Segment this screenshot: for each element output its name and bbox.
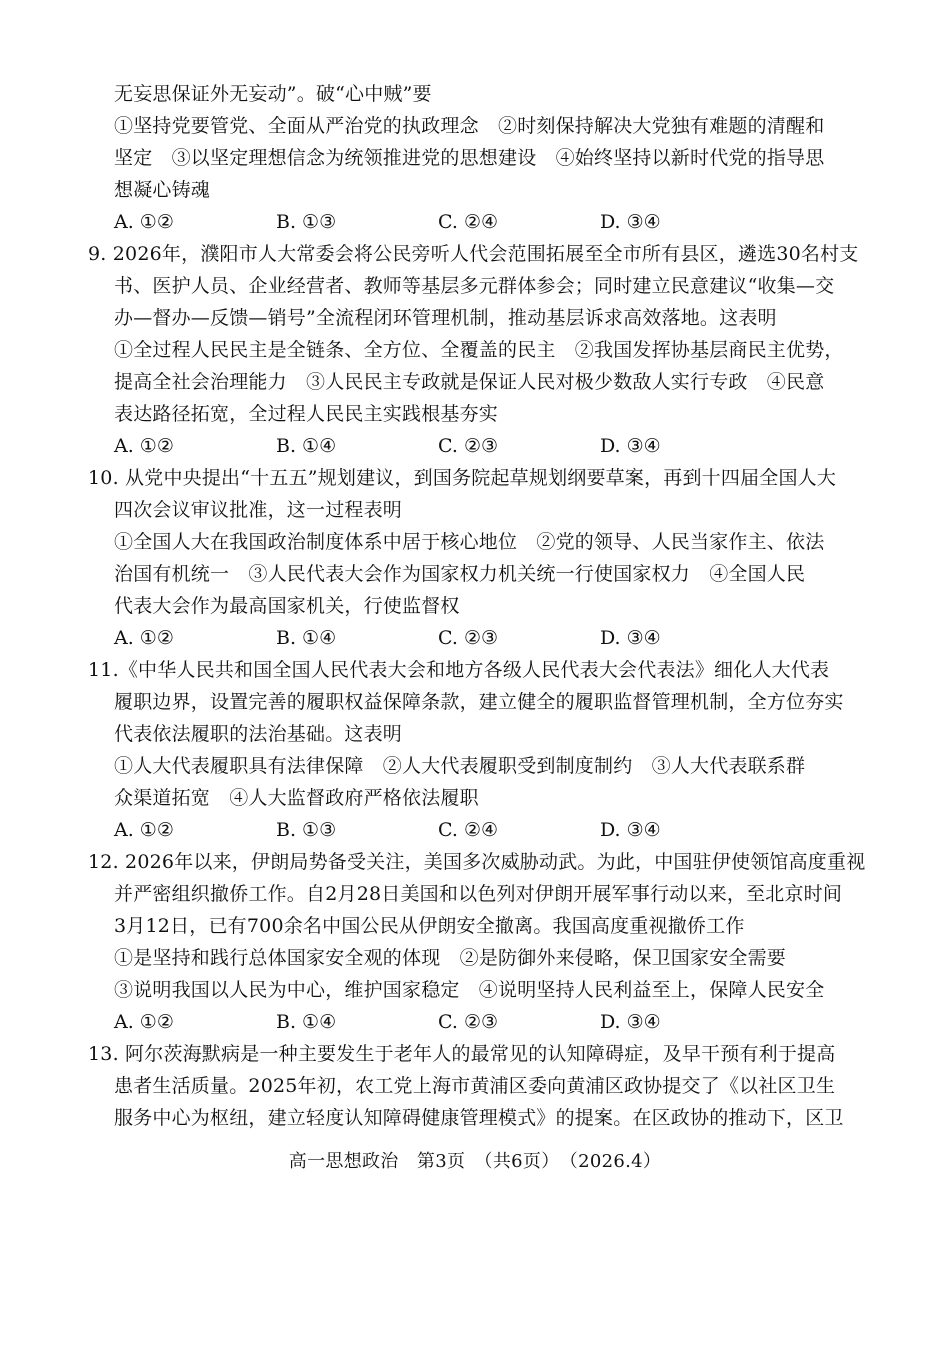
stem-line: 办—督办—反馈—销号”全流程闭环管理机制，推动基层诉求高效落地。这表明 xyxy=(114,307,777,329)
answer-options xyxy=(88,622,828,654)
option-d[interactable]: D. ③④ xyxy=(600,435,661,457)
stem-line: 代表依法履职的法治基础。这表明 xyxy=(114,723,403,745)
option-a[interactable]: A. ①② xyxy=(114,435,174,457)
page-content xyxy=(88,78,866,1134)
option-b[interactable]: B. ①③ xyxy=(276,211,337,233)
answer-options xyxy=(88,1006,828,1038)
stem-line: 履职边界，设置完善的履职权益保障条款，建立健全的履职监督管理机制，全方位夯实 xyxy=(114,691,844,713)
stem-line: 患者生活质量。2025年初，农工党上海市黄浦区委向黄浦区政协提交了《以社区卫生 xyxy=(114,1075,836,1097)
statement-line: 代表大会作为最高国家机关，行使监督权 xyxy=(114,595,460,617)
statement-line: 表达路径拓宽，全过程人民民主实践根基夯实 xyxy=(114,403,499,425)
question-13 xyxy=(88,1038,844,1134)
option-b[interactable]: B. ①④ xyxy=(276,435,337,457)
option-c[interactable]: C. ②④ xyxy=(438,211,499,233)
stem-line: 服务中心为枢纽，建立轻度认知障碍健康管理模式》的提案。在区政协的推动下，区卫 xyxy=(114,1107,844,1129)
option-a[interactable]: A. ①② xyxy=(114,627,174,649)
statement-line: 想凝心铸魂 xyxy=(114,179,211,201)
option-b[interactable]: B. ①④ xyxy=(276,627,337,649)
option-a[interactable]: A. ①② xyxy=(114,1011,174,1033)
question-11 xyxy=(88,654,844,846)
option-c[interactable]: C. ②③ xyxy=(438,627,499,649)
statement-line: ①全过程人民民主是全链条、全方位、全覆盖的民主 ②我国发挥协基层商民主优势， xyxy=(114,339,844,361)
stem-line: 3月12日，已有700余名中国公民从伊朗安全撤离。我国高度重视撤侨工作 xyxy=(114,915,745,937)
option-a[interactable]: A. ①② xyxy=(114,211,174,233)
option-c[interactable]: C. ②④ xyxy=(438,819,499,841)
answer-options xyxy=(88,814,828,846)
option-d[interactable]: D. ③④ xyxy=(600,627,661,649)
option-d[interactable]: D. ③④ xyxy=(600,211,661,233)
question-12 xyxy=(88,846,866,1038)
option-b[interactable]: B. ①④ xyxy=(276,1011,337,1033)
question-9 xyxy=(88,238,859,462)
question-10 xyxy=(88,462,837,654)
statement-line: 提高全社会治理能力 ③人民民主专政就是保证人民对极少数敌人实行专政 ④民意 xyxy=(114,371,825,393)
stem-line: 11.《中华人民共和国全国人民代表大会和地方各级人民代表大会代表法》细化人大代表 xyxy=(88,659,830,681)
stem-line: 9. 2026年，濮阳市人大常委会将公民旁听人代会范围拓展至全市所有县区，遴选30名村支 xyxy=(88,243,859,265)
stem-line: 无妄思保证外无妄动”。破“心中贼”要 xyxy=(114,83,432,105)
option-c[interactable]: C. ②③ xyxy=(438,1011,499,1033)
stem-line: 12. 2026年以来，伊朗局势备受关注，美国多次威胁动武。为此，中国驻伊使领馆高度重视 xyxy=(88,851,866,873)
option-a[interactable]: A. ①② xyxy=(114,819,174,841)
stem-line: 13. 阿尔茨海默病是一种主要发生于老年人的最常见的认知障碍症，及早干预有利于提高 xyxy=(88,1043,836,1065)
statement-line: ①是坚持和践行总体国家安全观的体现 ②是防御外来侵略，保卫国家安全需要 xyxy=(114,947,787,969)
statement-line: 坚定 ③以坚定理想信念为统领推进党的思想建设 ④始终坚持以新时代党的指导思 xyxy=(114,147,825,169)
question-8-continuation xyxy=(88,78,828,238)
statement-line: ①人大代表履职具有法律保障 ②人大代表履职受到制度制约 ③人大代表联系群 xyxy=(114,755,806,777)
stem-line: 10. 从党中央提出“十五五”规划建议，到国务院起草规划纲要草案，再到十四届全国人大 xyxy=(88,467,837,489)
option-d[interactable]: D. ③④ xyxy=(600,1011,661,1033)
stem-line: 并严密组织撤侨工作。自2月28日美国和以色列对伊朗开展军事行动以来，至北京时间 xyxy=(114,883,843,905)
answer-options xyxy=(88,206,828,238)
stem-line: 书、医护人员、企业经营者、教师等基层多元群体参会；同时建立民意建议“收集—交 xyxy=(114,275,835,297)
option-d[interactable]: D. ③④ xyxy=(600,819,661,841)
stem-line: 四次会议审议批准，这一过程表明 xyxy=(114,499,403,521)
answer-options xyxy=(88,430,828,462)
statement-line: ①全国人大在我国政治制度体系中居于核心地位 ②党的领导、人民当家作主、依法 xyxy=(114,531,825,553)
option-b[interactable]: B. ①③ xyxy=(276,819,337,841)
page-footer: 高一思想政治 第3页 （共6页） （2026.4） xyxy=(288,1151,662,1172)
statement-line: 治国有机统一 ③人民代表大会作为国家权力机关统一行使国家权力 ④全国人民 xyxy=(114,563,806,585)
statement-line: ①坚持党要管党、全面从严治党的执政理念 ②时刻保持解决大党独有难题的清醒和 xyxy=(114,115,825,137)
option-c[interactable]: C. ②③ xyxy=(438,435,499,457)
statement-line: ③说明我国以人民为中心，维护国家稳定 ④说明坚持人民利益至上，保障人民安全 xyxy=(114,979,825,1001)
statement-line: 众渠道拓宽 ④人大监督政府严格依法履职 xyxy=(114,787,479,809)
